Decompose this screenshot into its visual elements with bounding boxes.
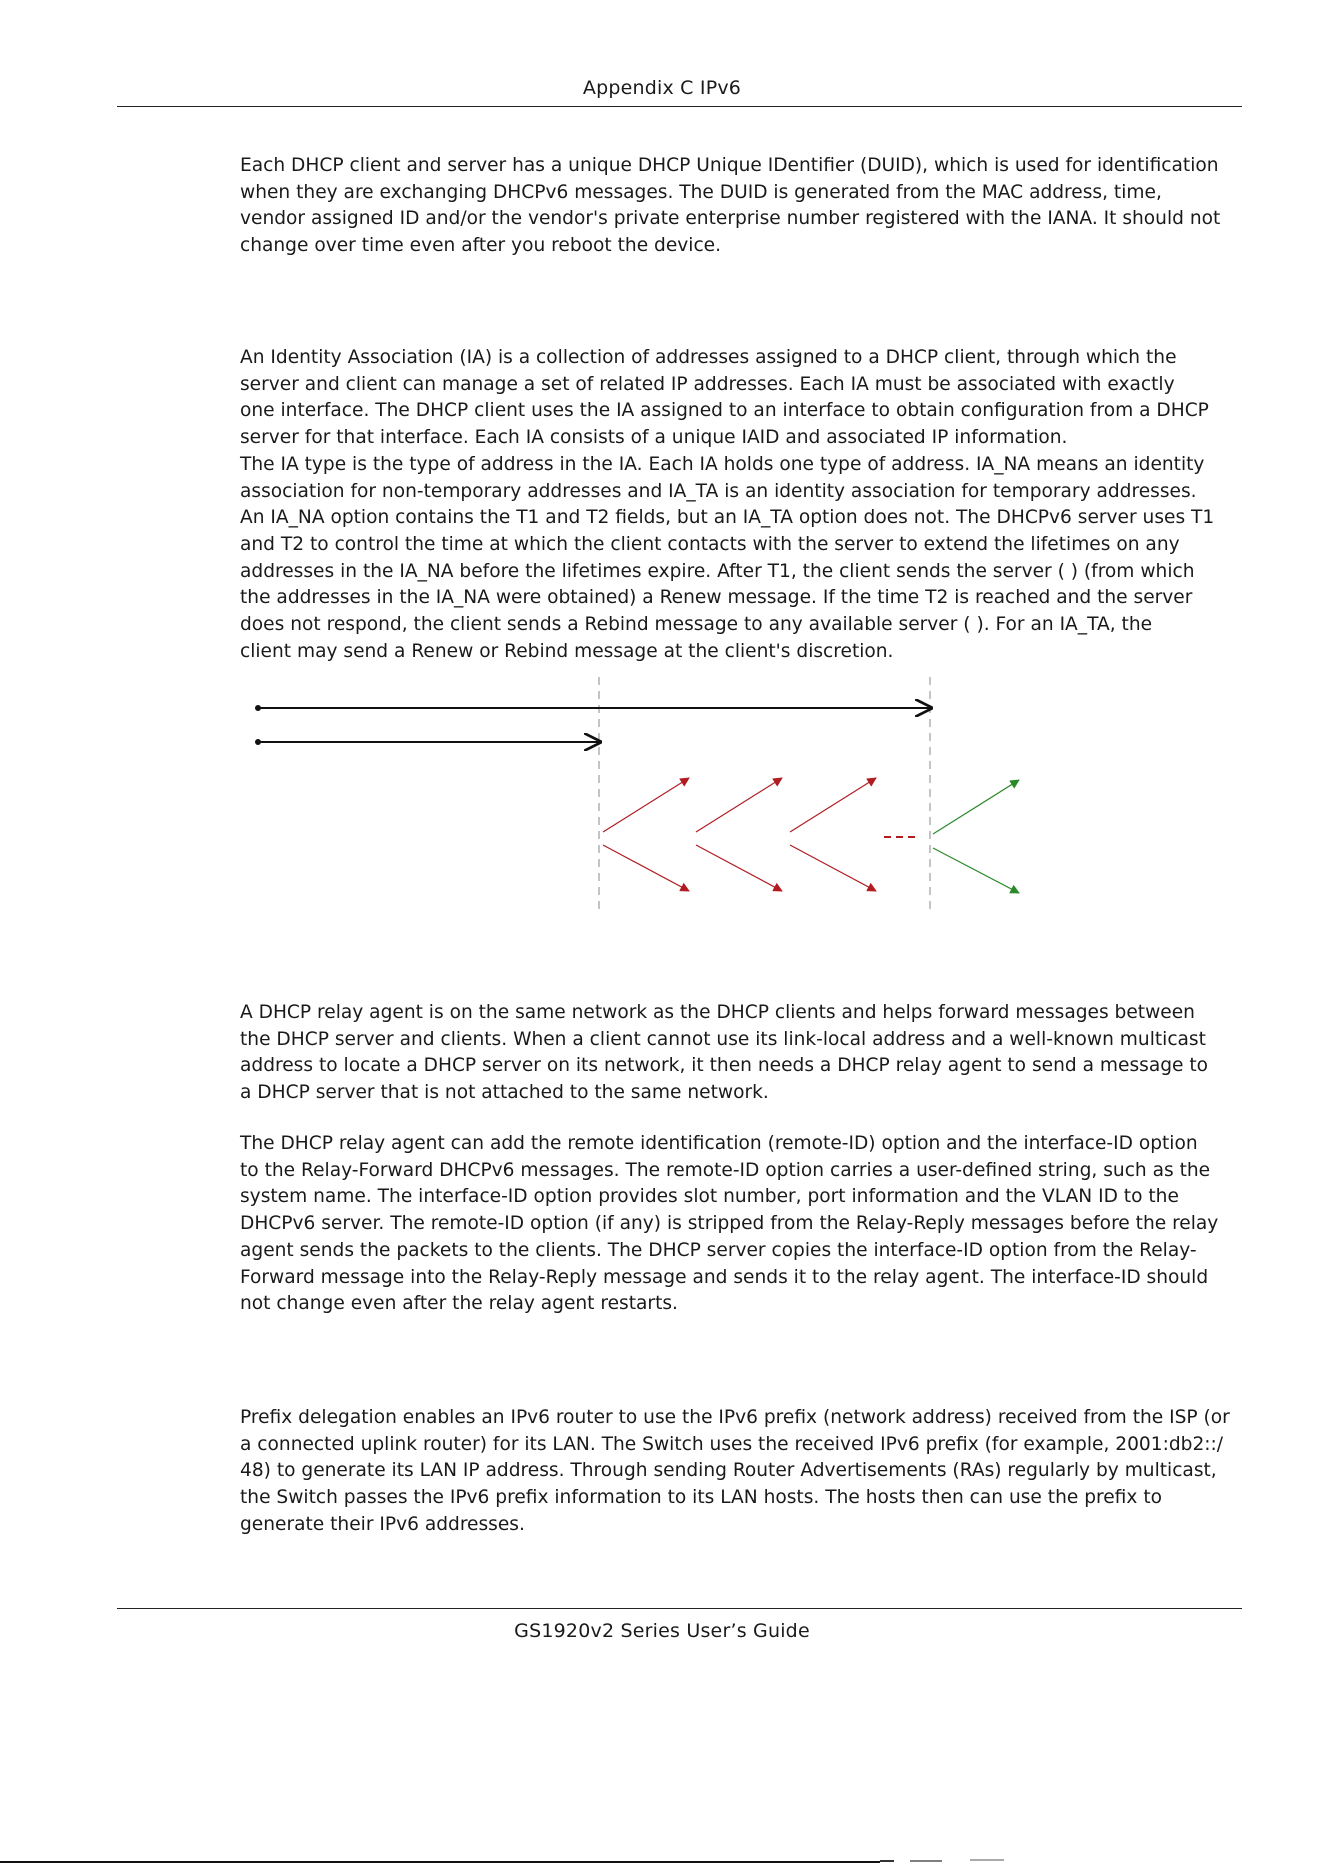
ia-timeline-diagram	[240, 675, 1040, 915]
renew-arrow-down	[603, 845, 689, 891]
renew-arrow-up	[790, 778, 876, 832]
paragraph-line: system name. The interface-ID option provides slot number, port information and the VLAN ID to the	[240, 1186, 1179, 1208]
page-header-title: Appendix C IPv6	[582, 77, 742, 99]
paragraph-line: An IA_NA option contains the T1 and T2 fields, but an IA_TA option does not. The DHCPv6 server uses T1	[240, 507, 1215, 529]
prefix-delegation-paragraph	[240, 1405, 1245, 1539]
relay-agent-paragraph	[240, 1000, 1245, 1107]
paragraph-line: agent sends the packets to the clients. The DHCP server copies the interface-ID option from the Relay-	[240, 1239, 1197, 1261]
paragraph-line: not change even after the relay agent restarts.	[240, 1293, 678, 1315]
footer-rule	[117, 1608, 1242, 1609]
renew-arrow-down	[790, 845, 876, 891]
paragraph-line: the DHCP server and clients. When a client cannot use its link-local address and a well-known multicast	[240, 1028, 1206, 1050]
renew-arrow-up	[696, 778, 782, 832]
paragraph-line: one interface. The DHCP client uses the IA assigned to an interface to obtain configuration from a DHCP	[240, 400, 1209, 422]
renew-arrow-up	[603, 778, 689, 832]
rebind-arrow-up	[933, 780, 1019, 834]
rebind-arrow-down	[933, 848, 1019, 893]
paragraph-line: association for non-temporary addresses and IA_TA is an identity association for temporary addresses.	[240, 480, 1197, 502]
paragraph-line: Prefix delegation enables an IPv6 router to use the IPv6 prefix (network address) received from the ISP (or	[240, 1407, 1230, 1428]
paragraph-line: the Switch passes the IPv6 prefix information to its LAN hosts. The hosts then can use the prefix to	[240, 1487, 1162, 1509]
paragraph-line: address to locate a DHCP server on its network, it then needs a DHCP relay agent to send a message to	[240, 1055, 1209, 1077]
paragraph-line: DHCPv6 server. The remote-ID option (if any) is stripped from the Relay-Reply messages before the relay	[240, 1213, 1219, 1235]
paragraph-line: vendor assigned ID and/or the vendor's private enterprise number registered with the IANA. It should not	[240, 208, 1221, 230]
paragraph-line: The IA type is the type of address in the IA. Each IA holds one type of address. IA_NA means an identity	[240, 453, 1205, 475]
paragraph-line: and T2 to control the time at which the client contacts with the server to extend the lifetimes on any	[240, 533, 1180, 555]
paragraph-line: change over time even after you reboot the device.	[240, 235, 722, 257]
page-footer-title: GS1920v2 Series User’s Guide	[514, 1620, 810, 1642]
paragraph-line: 48) to generate its LAN IP address. Through sending Router Advertisements (RAs) regularly by multicast,	[240, 1460, 1217, 1482]
paragraph-line: client may send a Renew or Rebind message at the client's discretion.	[240, 640, 894, 662]
paragraph-line: A DHCP relay agent is on the same network as the DHCP clients and helps forward messages between	[240, 1002, 1195, 1023]
paragraph-line: the addresses in the IA_NA were obtained) a Renew message. If the time T2 is reached and the server	[240, 587, 1193, 609]
paragraph-line: does not respond, the client sends a Rebind message to any available server ( ). For an IA_TA, the	[240, 614, 1153, 636]
paragraph-line: addresses in the IA_NA before the lifetimes expire. After T1, the client sends the server ( ) (from which	[240, 560, 1195, 582]
paragraph-line: to the Relay-Forward DHCPv6 messages. The remote-ID option carries a user-defined string, such as the	[240, 1159, 1211, 1181]
scan-edge-rule	[0, 1861, 880, 1863]
paragraph-line: server for that interface. Each IA consists of a unique IAID and associated IP information.	[240, 427, 1068, 449]
ia-paragraph	[240, 345, 1245, 665]
paragraph-line: when they are exchanging DHCPv6 messages. The DUID is generated from the MAC address, time,	[240, 181, 1162, 203]
renew-arrow-down	[696, 845, 782, 891]
paragraph-line: a DHCP server that is not attached to the same network.	[240, 1082, 769, 1104]
paragraph-line: Forward message into the Relay-Reply message and sends it to the relay agent. The interface-ID should	[240, 1266, 1209, 1288]
header-rule	[117, 106, 1242, 107]
paragraph-line: generate their IPv6 addresses.	[240, 1513, 525, 1535]
paragraph-line: Each DHCP client and server has a unique DHCP Unique IDentifier (DUID), which is used for identification	[240, 155, 1219, 176]
paragraph-line: The DHCP relay agent can add the remote identification (remote-ID) option and the interface-ID option	[240, 1133, 1198, 1154]
scan-edge-marks	[880, 1858, 1040, 1864]
paragraph-line: a connected uplink router) for its LAN. The Switch uses the received IPv6 prefix (for example, 2001:db2::/	[240, 1433, 1224, 1455]
paragraph-line: An Identity Association (IA) is a collection of addresses assigned to a DHCP client, through which the	[240, 347, 1177, 368]
duid-paragraph	[240, 153, 1245, 260]
paragraph-line: server and client can manage a set of related IP addresses. Each IA must be associated with exactly	[240, 373, 1175, 395]
relay-options-paragraph	[240, 1131, 1245, 1318]
